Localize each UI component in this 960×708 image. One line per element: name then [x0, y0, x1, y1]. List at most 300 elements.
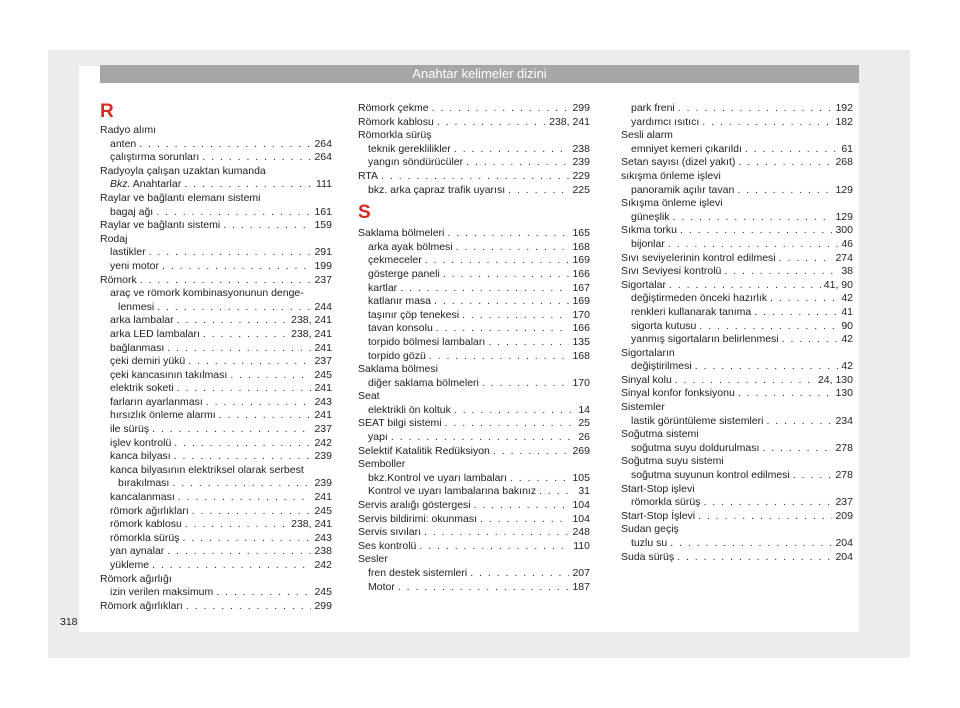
leader-dots	[425, 254, 570, 268]
leader-dots	[216, 586, 311, 600]
entry-term: Saklama bölmeleri	[358, 227, 445, 240]
index-entry	[358, 540, 590, 554]
leader-dots	[698, 510, 832, 524]
entry-page: 42	[841, 360, 853, 373]
leader-dots	[149, 246, 312, 260]
index-entry	[621, 184, 853, 198]
entry-term: Radyoyla çalışan uzaktan kumanda	[100, 164, 266, 177]
entry-term: SEAT bilgi sistemi	[358, 417, 442, 430]
entry-term: fren destek sistemleri	[368, 567, 468, 579]
entry-term: Servis bildirimi: okunması	[358, 512, 478, 525]
index-entry	[358, 350, 590, 364]
leader-dots	[429, 350, 570, 364]
leader-dots	[488, 336, 569, 350]
entry-term: yanmış sigortaların belirlenmesi	[631, 333, 779, 346]
index-entry	[358, 526, 590, 540]
entry-term: Motor	[368, 580, 395, 593]
entry-term: çalıştırma sorunları	[110, 151, 200, 164]
index-entry	[358, 322, 590, 336]
index-entry	[621, 551, 853, 565]
leader-dots	[480, 513, 569, 527]
entry-term: bırakılması	[118, 477, 170, 490]
entry-page: 244	[314, 300, 332, 313]
index-entry	[100, 314, 332, 328]
leader-dots	[470, 567, 569, 581]
entry-term: Soğutma sistemi	[621, 428, 699, 441]
leader-dots	[762, 442, 832, 456]
leader-dots	[668, 238, 838, 252]
section-letter-r: R	[100, 101, 114, 122]
entry-page: 111	[316, 178, 332, 191]
index-entry	[621, 360, 853, 374]
entry-term: bijonlar	[631, 237, 665, 250]
leader-dots	[702, 116, 832, 130]
leader-dots	[178, 491, 312, 505]
index-entry	[358, 581, 590, 595]
index-entry	[100, 532, 332, 546]
entry-term: park freni	[631, 102, 675, 114]
entry-list	[358, 227, 590, 594]
entry-page: 245	[314, 586, 332, 599]
entry-page: 129	[835, 183, 853, 196]
entry-term: elektrikli ön koltuk	[368, 403, 451, 416]
entry-list	[358, 102, 590, 197]
entry-term: değiştirilmesi	[631, 360, 692, 373]
entry-page: 31	[578, 485, 590, 498]
entry-page: 61	[841, 142, 853, 155]
entry-page: 238, 241	[291, 518, 332, 531]
index-entry	[621, 387, 853, 401]
entry-page: 239	[572, 156, 590, 169]
entry-term: Soğutma suyu sistemi	[621, 455, 724, 468]
leader-dots	[400, 282, 569, 296]
index-entry	[621, 265, 853, 279]
leader-dots	[454, 404, 575, 418]
entry-page: 243	[314, 395, 332, 408]
entry-term: arka lambalar	[110, 314, 174, 327]
entry-term: tavan konsolu	[368, 322, 433, 335]
entry-term: bkz. arka çapraz trafik uyarısı	[368, 183, 506, 196]
index-entry	[100, 518, 332, 532]
index-entry	[621, 401, 853, 415]
index-entry	[621, 496, 853, 510]
index-entry	[100, 178, 332, 192]
index-entry	[358, 363, 590, 377]
entry-page: 248	[572, 526, 590, 539]
index-entry	[358, 254, 590, 268]
leader-dots	[391, 431, 575, 445]
index-entry	[100, 369, 332, 383]
entry-page: 170	[572, 376, 590, 389]
index-entry	[100, 586, 332, 600]
index-entry	[358, 499, 590, 513]
leader-dots	[677, 551, 832, 565]
entry-term: Rodaj	[100, 232, 128, 245]
entry-term: kanca bilyasının elektriksel olarak serbest	[110, 463, 304, 476]
entry-term: Römork kablosu	[358, 115, 434, 128]
entry-page: 238	[572, 142, 590, 155]
index-entry	[100, 206, 332, 220]
entry-term: römorkla sürüş	[110, 531, 180, 544]
index-entry	[621, 116, 853, 130]
entry-term: Sudan geçiş	[621, 523, 679, 536]
index-entry	[358, 184, 590, 198]
entry-page: 104	[572, 512, 590, 525]
entry-term: römork kablosu	[110, 518, 182, 531]
entry-term: teknik gereklilikler	[368, 142, 451, 155]
index-entry	[621, 333, 853, 347]
entry-page: 241	[314, 341, 332, 354]
index-entry	[100, 165, 332, 179]
leader-dots	[230, 369, 311, 383]
entry-page: 42	[841, 292, 853, 305]
leader-dots	[186, 600, 312, 614]
entry-term: Sigortaların	[621, 346, 675, 359]
index-entry	[358, 404, 590, 418]
leader-dots	[703, 496, 832, 510]
entry-page: 167	[572, 281, 590, 294]
entry-term: yangın söndürücüler	[368, 156, 464, 169]
entry-term: Sıvı seviyelerinin kontrol edilmesi	[621, 251, 776, 264]
index-entry	[621, 455, 853, 469]
index-entry	[358, 336, 590, 350]
index-entry	[358, 445, 590, 459]
entry-term: arka LED lambaları	[110, 327, 200, 340]
entry-term: gösterge paneli	[368, 267, 440, 280]
index-entry	[358, 102, 590, 116]
index-entry	[358, 431, 590, 445]
index-entry	[100, 219, 332, 233]
leader-dots	[152, 559, 311, 573]
leader-dots	[177, 314, 289, 328]
entry-term: panoramik açılır tavan	[631, 183, 735, 196]
entry-term: Römork	[100, 273, 137, 286]
entry-page: 169	[572, 295, 590, 308]
entry-term: Radyo alımı	[100, 124, 157, 136]
leader-dots	[139, 138, 311, 152]
index-entry	[621, 292, 853, 306]
entry-term: Sıkma torku	[621, 224, 678, 237]
entry-term: taşınır çöp tenekesi	[368, 308, 460, 321]
index-entry	[621, 252, 853, 266]
index-entry	[621, 415, 853, 429]
entry-page: 278	[835, 441, 853, 454]
leader-dots	[445, 417, 576, 431]
entry-term: römorkla sürüş	[631, 496, 701, 509]
index-entry	[100, 559, 332, 573]
entry-term: ile sürüş	[110, 423, 150, 436]
entry-term: Bkz. Anahtarlar	[110, 178, 182, 191]
index-entry	[358, 567, 590, 581]
entry-page: 238, 241	[549, 115, 590, 128]
index-entry	[358, 553, 590, 567]
leader-dots	[766, 415, 832, 429]
leader-dots	[167, 545, 311, 559]
entry-page: 168	[572, 349, 590, 362]
index-entry	[358, 472, 590, 486]
leader-dots	[539, 485, 575, 499]
entry-page: 241	[314, 409, 332, 422]
entry-term: bağlanması	[110, 341, 165, 354]
entry-term: Ses kontrolü	[358, 539, 417, 552]
entry-page: 291	[314, 246, 332, 259]
entry-term: bkz.Kontrol ve uyarı lambaları	[368, 471, 507, 484]
index-header: Anahtar kelimeler dizini	[100, 65, 859, 83]
entry-term: yan aynalar	[110, 545, 165, 558]
entry-term: Suda sürüş	[621, 550, 675, 563]
leader-dots	[203, 328, 288, 342]
entry-page: 26	[578, 431, 590, 444]
entry-term: Römork çekme	[358, 102, 429, 114]
entry-page: 241	[314, 491, 332, 504]
entry-page: 241	[314, 382, 332, 395]
leader-dots	[167, 342, 311, 356]
index-column-1	[100, 102, 332, 613]
entry-term: Setan sayısı (dizel yakıt)	[621, 156, 736, 169]
entry-term: yardımcı ısıtıcı	[631, 115, 700, 128]
entry-page: 165	[572, 227, 590, 240]
leader-dots	[456, 241, 570, 255]
index-entry	[100, 437, 332, 451]
entry-page: 110	[573, 539, 590, 552]
entry-term: tuzlu su	[631, 537, 668, 549]
entry-page: 159	[314, 219, 332, 232]
entry-page: 268	[835, 156, 853, 169]
index-entry	[621, 306, 853, 320]
index-entry	[621, 238, 853, 252]
index-entry	[100, 477, 332, 491]
index-entry	[358, 295, 590, 309]
leader-dots	[174, 450, 312, 464]
entry-term: Start-Stop İşlevi	[621, 509, 696, 522]
entry-term: Sesli alarm	[621, 129, 673, 142]
leader-dots	[182, 532, 311, 546]
entry-list	[100, 124, 332, 613]
entry-term: kartlar	[368, 281, 398, 294]
page-number: 318	[60, 616, 78, 628]
leader-dots	[754, 306, 838, 320]
leader-dots	[724, 265, 838, 279]
entry-page: 229	[572, 169, 590, 182]
leader-dots	[770, 292, 838, 306]
entry-page: 242	[314, 436, 332, 449]
entry-term: lastikler	[110, 246, 146, 259]
entry-page: 234	[835, 414, 853, 427]
leader-dots	[447, 227, 569, 241]
entry-term: RTA	[358, 169, 379, 182]
index-entry	[358, 143, 590, 157]
leader-dots	[437, 116, 546, 130]
index-entry	[358, 156, 590, 170]
entry-term: çeki demiri yükü	[110, 355, 186, 368]
entry-page: 105	[572, 471, 590, 484]
entry-term: elektrik soketi	[110, 382, 174, 395]
entry-term: çekmeceler	[368, 254, 422, 267]
entry-page: 274	[835, 251, 853, 264]
index-entry	[621, 320, 853, 334]
index-entry	[100, 505, 332, 519]
index-entry	[621, 211, 853, 225]
entry-page: 129	[835, 210, 853, 223]
entry-term: işlev kontrolü	[110, 436, 172, 449]
index-entry	[621, 156, 853, 170]
entry-page: 170	[572, 308, 590, 321]
entry-term: soğutma suyunun kontrol edilmesi	[631, 469, 790, 482]
entry-page: 238, 241	[291, 327, 332, 340]
entry-term: Semboller	[358, 458, 406, 471]
leader-dots	[673, 211, 833, 225]
entry-page: 41, 90	[823, 278, 853, 291]
entry-term: Servis aralığı göstergesi	[358, 499, 471, 512]
entry-term: hırsızlık önleme alarmı	[110, 409, 216, 422]
entry-page: 245	[314, 368, 332, 381]
leader-dots	[398, 581, 570, 595]
leader-dots	[172, 477, 311, 491]
leader-dots	[424, 526, 569, 540]
leader-dots	[192, 505, 312, 519]
entry-page: 299	[314, 599, 332, 612]
entry-term: Sıkışma önleme işlevi	[621, 197, 723, 210]
entry-term: soğutma suyu doldurulması	[631, 441, 760, 454]
entry-term: Sistemler	[621, 401, 665, 414]
entry-page: 237	[314, 355, 332, 368]
leader-dots	[745, 143, 838, 157]
leader-dots	[443, 268, 570, 282]
entry-term: torpido bölmesi lambaları	[368, 335, 486, 348]
entry-page: 46	[841, 237, 853, 250]
index-entry	[621, 510, 853, 524]
leader-dots	[779, 252, 833, 266]
entry-term: lenmesi	[118, 300, 155, 313]
index-column-3	[621, 102, 853, 564]
index-entry	[621, 102, 853, 116]
entry-term: Sıvı Seviyesi kontrolü	[621, 265, 722, 278]
entry-page: 14	[578, 403, 590, 416]
entry-term: Sinyal kolu	[621, 373, 672, 386]
leader-dots	[482, 377, 570, 391]
entry-term: Servis sıvıları	[358, 526, 422, 539]
leader-dots	[462, 309, 569, 323]
leader-dots	[177, 382, 312, 396]
index-entry	[100, 301, 332, 315]
index-entry	[621, 469, 853, 483]
leader-dots	[680, 224, 832, 238]
entry-page: 245	[314, 504, 332, 517]
leader-dots	[737, 184, 832, 198]
index-entry	[100, 355, 332, 369]
entry-page: 182	[835, 115, 853, 128]
index-entry	[358, 227, 590, 241]
leader-dots	[466, 156, 569, 170]
entry-term: Römorkla sürüş	[358, 129, 432, 142]
leader-dots	[140, 274, 312, 288]
index-entry	[358, 485, 590, 499]
index-entry	[358, 170, 590, 184]
entry-term: değiştirmeden önceki hazırlık	[631, 292, 767, 305]
entry-page: 237	[835, 496, 853, 509]
index-entry	[100, 151, 332, 165]
leader-dots	[670, 537, 832, 551]
entry-term: yeni motor	[110, 259, 160, 272]
entry-page: 225	[572, 183, 590, 196]
entry-page: 204	[835, 550, 853, 563]
entry-page: 187	[572, 580, 590, 593]
entry-page: 239	[314, 450, 332, 463]
leader-dots	[184, 178, 313, 192]
entry-page: 166	[572, 322, 590, 335]
index-entry	[358, 458, 590, 472]
entry-term: kanca bilyası	[110, 450, 171, 463]
index-entry	[100, 600, 332, 614]
entry-page: 237	[314, 273, 332, 286]
leader-dots	[157, 301, 311, 315]
leader-dots	[432, 102, 570, 116]
index-entry	[100, 464, 332, 478]
index-entry	[358, 513, 590, 527]
leader-dots	[793, 469, 833, 483]
entry-term: lastik görüntüleme sistemleri	[631, 414, 764, 427]
index-entry	[100, 450, 332, 464]
entry-page: 237	[314, 423, 332, 436]
index-entry	[358, 116, 590, 130]
leader-dots	[162, 260, 311, 274]
entry-term: arka ayak bölmesi	[368, 240, 453, 253]
entry-term: sıkışma önleme işlevi	[621, 169, 721, 182]
entry-page: 168	[572, 240, 590, 253]
entry-term: torpido gözü	[368, 349, 426, 362]
index-entry	[621, 143, 853, 157]
entry-term: izin verilen maksimum	[110, 586, 214, 599]
entry-term: Start-Stop işlevi	[621, 482, 695, 495]
leader-dots	[223, 219, 311, 233]
entry-page: 239	[314, 477, 332, 490]
index-entry	[621, 428, 853, 442]
leader-dots	[678, 102, 833, 116]
leader-dots	[508, 184, 569, 198]
index-entry	[100, 233, 332, 247]
index-entry	[621, 523, 853, 537]
leader-dots	[738, 156, 832, 170]
index-entry	[621, 197, 853, 211]
index-entry	[100, 246, 332, 260]
entry-page: 264	[314, 137, 332, 150]
leader-dots	[454, 143, 570, 157]
entry-term: araç ve römork kombinasyonunun denge-	[110, 287, 304, 300]
entry-page: 242	[314, 559, 332, 571]
entry-page: 38	[841, 265, 853, 278]
entry-page: 243	[314, 531, 332, 544]
entry-term: çeki kancasının takılması	[110, 368, 228, 381]
entry-term: Sesler	[358, 553, 388, 566]
leader-dots	[510, 472, 570, 486]
leader-dots	[206, 396, 312, 410]
leader-dots	[188, 355, 311, 369]
entry-term: katlanır masa	[368, 295, 432, 308]
index-entry	[100, 409, 332, 423]
index-entry	[621, 170, 853, 184]
index-entry	[621, 279, 853, 293]
entry-term: sigorta kutusu	[631, 319, 697, 332]
entry-page: 299	[572, 102, 590, 114]
entry-page: 300	[835, 224, 853, 237]
index-entry	[621, 442, 853, 456]
entry-page: 204	[835, 537, 853, 549]
entry-page: 41	[841, 305, 853, 318]
index-entry	[358, 268, 590, 282]
index-entry	[621, 224, 853, 238]
index-entry	[100, 396, 332, 410]
entry-term: Seat	[358, 390, 380, 403]
